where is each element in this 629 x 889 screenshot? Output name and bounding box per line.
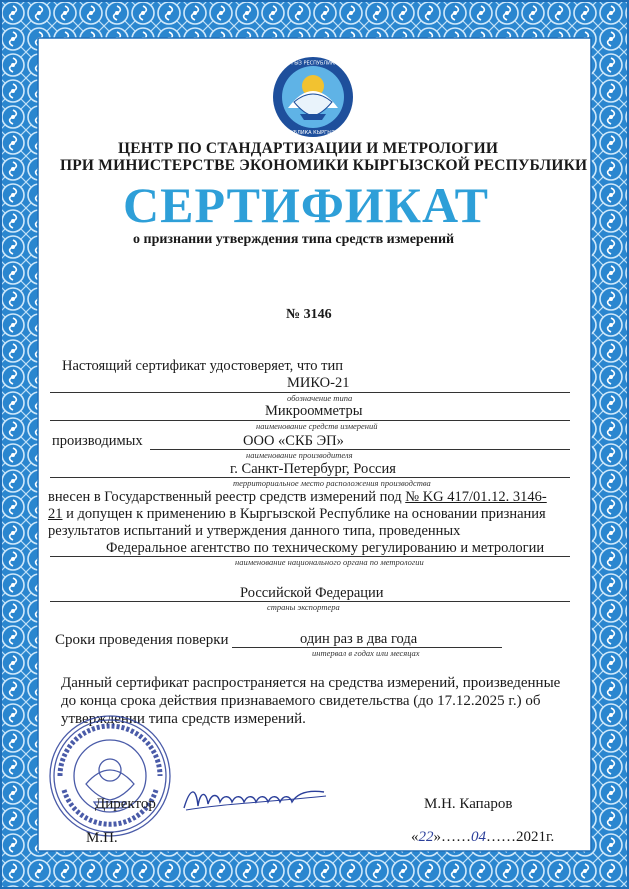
date-open-quote: « [411, 829, 419, 845]
validity-line-2: до конца срока действия признаваемого свидетельства (до 17.12.2025 г.) об [61, 693, 541, 709]
verification-caption: интервал в годах или месяцах [312, 648, 420, 658]
official-stamp [46, 712, 174, 840]
document-subtitle: о признании утверждения типа средств измерений [133, 232, 455, 247]
director-signature [180, 780, 330, 814]
agency-caption: наименование национального органа по метрологии [235, 557, 424, 567]
date-day: 22 [418, 829, 434, 845]
manufacturer-caption: наименование производителя [246, 450, 353, 460]
date-separator: »…… [433, 829, 471, 845]
issuer-line-1: ЦЕНТР ПО СТАНДАРТИЗАЦИИ И МЕТРОЛОГИИ [118, 140, 499, 157]
issue-date [411, 829, 554, 846]
produced-label: производимых [52, 433, 143, 449]
country-caption: страны экспортера [267, 602, 340, 612]
validity-line-3: утверждении типа средств измерений. [61, 711, 306, 727]
type-value: МИКО-21 [287, 375, 350, 391]
registry-line-2 [48, 506, 546, 523]
registry-text-b: и допущен к применению в Кыргызской Республике на основании признания [62, 506, 546, 522]
name-caption: наименование средств измерений [256, 421, 378, 431]
agency-value: Федеральное агентство по техническому регулированию и метрологии [106, 540, 545, 556]
registry-number-b: 21 [48, 506, 63, 522]
type-caption: обозначение типа [287, 393, 353, 403]
emblem-bottom-text: РЕСПУБЛИКА КЫРГЫЗСКАЯ [277, 130, 349, 136]
location-value: г. Санкт-Петербург, Россия [230, 461, 396, 477]
manufacturer-value: ООО «СКБ ЭП» [243, 433, 344, 449]
registry-number-a: № KG 417/01.12. 3146- [405, 489, 547, 505]
director-name: М.Н. Капаров [424, 796, 513, 812]
name-value: Микроомметры [265, 403, 363, 419]
location-caption: территориальное место расположения производства [233, 478, 431, 488]
issuer-line-2: ПРИ МИНИСТЕРСТВЕ ЭКОНОМИКИ КЫРГЫЗСКОЙ РЕСПУБЛИКИ [60, 157, 588, 174]
certificate-number: № 3146 [286, 307, 332, 322]
verification-value: один раз в два года [300, 631, 418, 647]
document-title: СЕРТИФИКАТ [123, 177, 490, 233]
date-year: ……2021г. [486, 829, 555, 845]
director-label: Директор [95, 796, 156, 812]
validity-line-1: Данный сертификат распространяется на средства измерений, произведенные [61, 675, 561, 691]
verification-label: Сроки проведения поверки [55, 632, 229, 648]
intro-text: Настоящий сертификат удостоверяет, что тип [62, 358, 344, 374]
registry-line-3: результатов испытаний и утверждения данного типа, проведенных [48, 523, 461, 539]
stamp-place-label: М.П. [86, 830, 118, 846]
date-month: 04 [471, 829, 486, 845]
state-emblem [272, 56, 354, 138]
registry-text-a: внесен в Государственный реестр средств измерений под [48, 489, 406, 505]
country-value: Российской Федерации [240, 585, 384, 601]
registry-line-1 [48, 489, 547, 506]
emblem-top-text: КЫРГЫЗ РЕСПУБЛИКАСЫ [280, 60, 346, 67]
manufacturer-underline [150, 449, 570, 450]
